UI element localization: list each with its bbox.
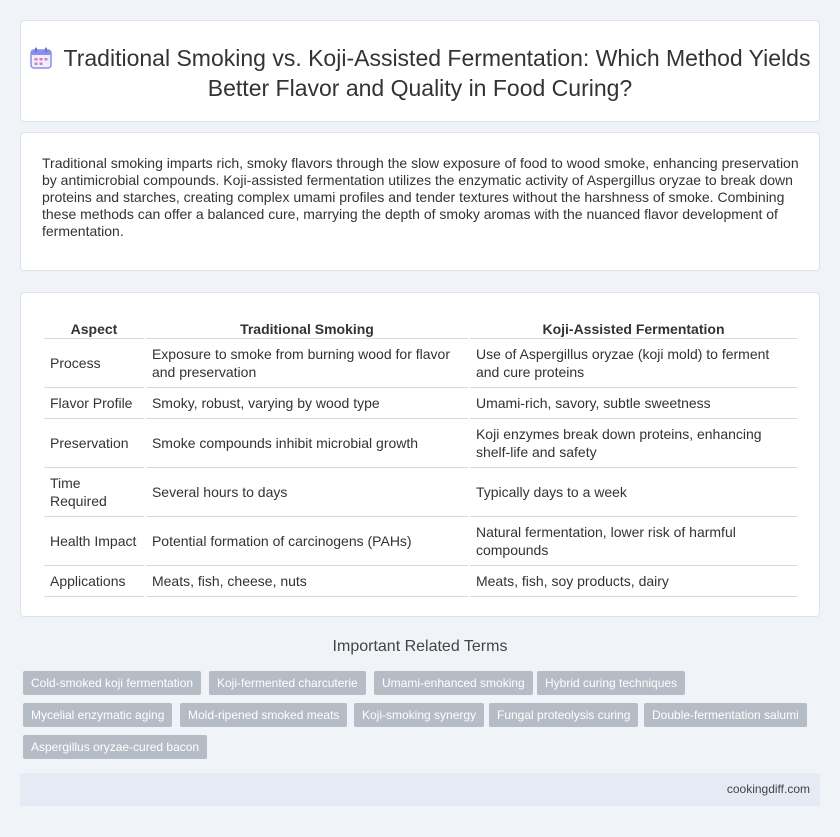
footer-site-link[interactable]: cookingdiff.com: [726, 782, 810, 796]
title-card: [20, 20, 820, 122]
table-cell-aspect: Health Impact: [44, 517, 144, 566]
table-cell-koji: Typically days to a week: [470, 468, 797, 517]
tag-link[interactable]: Umami-enhanced smoking: [374, 671, 533, 695]
table-cell-koji: Umami-rich, savory, subtle sweetness: [470, 388, 797, 419]
intro-card: [20, 132, 820, 271]
tag-link[interactable]: Aspergillus oryzae-cured bacon: [23, 735, 207, 759]
table-cell-smoking: Smoke compounds inhibit microbial growth: [146, 419, 468, 468]
tag-link[interactable]: Fungal proteolysis curing: [489, 703, 638, 727]
table-cell-smoking: Several hours to days: [146, 468, 468, 517]
comparison-card: [20, 292, 820, 617]
table-cell-smoking: Meats, fish, cheese, nuts: [146, 566, 468, 597]
header-traditional-smoking: Traditional Smoking: [146, 313, 468, 339]
table-cell-koji: Use of Aspergillus oryzae (koji mold) to ferment and cure proteins: [470, 339, 797, 388]
table-cell-aspect: Applications: [44, 566, 144, 597]
table-cell-aspect: Preservation: [44, 419, 144, 468]
table-row: [44, 339, 797, 388]
table-row: [44, 468, 797, 517]
page-title: Traditional Smoking vs. Koji-Assisted Fermentation: Which Method Yields Better Flavor and Quality in Food Curing?: [63, 45, 811, 101]
calendar-icon: [30, 47, 52, 69]
table-cell-smoking: Smoky, robust, varying by wood type: [146, 388, 468, 419]
tag-link[interactable]: Koji-fermented charcuterie: [209, 671, 366, 695]
table-header-row: [44, 313, 797, 339]
intro-paragraph: Traditional smoking imparts rich, smoky flavors through the slow exposure of food to wood smoke, enhancing preservation by antimicrobial compounds. Koji-assisted fermentation utilizes the enzymatic activity of Aspergillus oryzae to break down proteins and starches, creating complex umami profiles and tender textures without the harshness of smoke. Combining these methods can offer a balanced cure, marrying the depth of smoky aromas with the nuanced flavor development of fermentation.: [42, 155, 799, 239]
table-cell-smoking: Potential formation of carcinogens (PAHs): [146, 517, 468, 566]
table-cell-koji: Koji enzymes break down proteins, enhancing shelf-life and safety: [470, 419, 797, 468]
table-row: [44, 517, 797, 566]
page-title-wrap: [21, 43, 819, 103]
tag-link[interactable]: Koji-smoking synergy: [354, 703, 484, 727]
table-cell-aspect: Flavor Profile: [44, 388, 144, 419]
header-koji-fermentation: Koji-Assisted Fermentation: [470, 313, 797, 339]
table-cell-koji: Meats, fish, soy products, dairy: [470, 566, 797, 597]
tag-link[interactable]: Double-fermentation salumi: [644, 703, 807, 727]
table-row: [44, 566, 797, 597]
header-aspect: Aspect: [44, 313, 144, 339]
tag-link[interactable]: Mycelial enzymatic aging: [23, 703, 172, 727]
table-row: [44, 388, 797, 419]
comparison-table: [42, 313, 799, 597]
related-terms-heading: Important Related Terms: [332, 638, 508, 655]
footer: [20, 773, 820, 806]
table-cell-aspect: Time Required: [44, 468, 144, 517]
table-cell-koji: Natural fermentation, lower risk of harmful compounds: [470, 517, 797, 566]
table-cell-smoking: Exposure to smoke from burning wood for flavor and preservation: [146, 339, 468, 388]
tag-link[interactable]: Mold-ripened smoked meats: [180, 703, 347, 727]
table-row: [44, 419, 797, 468]
table-cell-aspect: Process: [44, 339, 144, 388]
tag-link[interactable]: Hybrid curing techniques: [537, 671, 685, 695]
tag-link[interactable]: Cold-smoked koji fermentation: [23, 671, 201, 695]
